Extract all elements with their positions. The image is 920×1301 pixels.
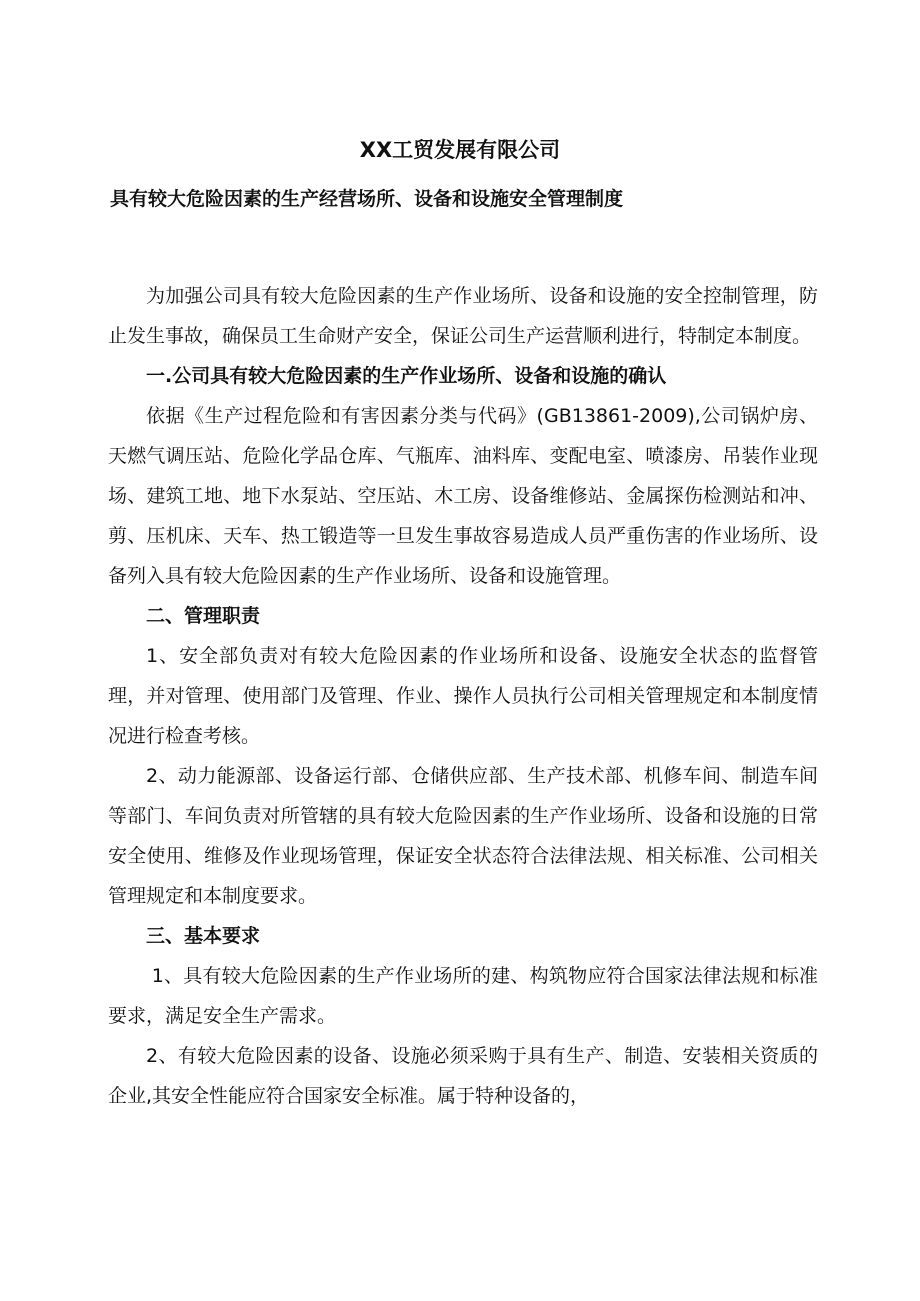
section-1-paragraph: 依据《生产过程危险和有害因素分类与代码》(GB13861-2009),公司锅炉房、天燃气调压站、危险化学品仓库、气瓶库、油料库、变配电室、喷漆房、吊装作业现场、建筑工地、地下水泵站、空压站、木工房、设备维修站、金属探伤检测站和冲、剪、压机床、天车、热工锻造等一旦发生事故容易造成人员严重伤害的作业场所、设备列入具有较大危险因素的生产作业场所、设备和设施管理。 [108,405,818,587]
section-3-heading: 三、基本要求 [146,925,261,947]
section-3-item-1: 1、具有较大危险因素的生产作业场所的建、构筑物应符合国家法律法规和标准要求，满足安全生产需求。 [108,965,818,1027]
section-3-item-2: 2、有较大危险因素的设备、设施必须采购于具有生产、制造、安装相关资质的企业,其安全性能应符合国家安全标准。属于特种设备的， [108,1045,818,1107]
section-2-item-1: 1、安全部负责对有较大危险因素的作业场所和设备、设施安全状态的监督管理，并对管理、使用部门及管理、作业、操作人员执行公司相关管理规定和本制度情况进行检查考核。 [108,645,818,747]
document-body [108,276,818,1116]
section-1-heading: 一.公司具有较大危险因素的生产作业场所、设备和设施的确认 [146,365,667,387]
section-2-item-2: 2、动力能源部、设备运行部、仓储供应部、生产技术部、机修车间、制造车间等部门、车间负责对所管辖的具有较大危险因素的生产作业场所、设备和设施的日常安全使用、维修及作业现场管理，保证安全状态符合法律法规、相关标准、公司相关管理规定和本制度要求。 [108,765,818,907]
intro-paragraph: 为加强公司具有较大危险因素的生产作业场所、设备和设施的安全控制管理，防止发生事故，确保员工生命财产安全，保证公司生产运营顺利进行，特制定本制度。 [108,285,818,347]
section-2-heading: 二、管理职责 [146,605,261,627]
company-name: XX工贸发展有限公司 [359,138,561,162]
document-title: 具有较大危险因素的生产经营场所、设备和设施安全管理制度 [110,188,624,210]
